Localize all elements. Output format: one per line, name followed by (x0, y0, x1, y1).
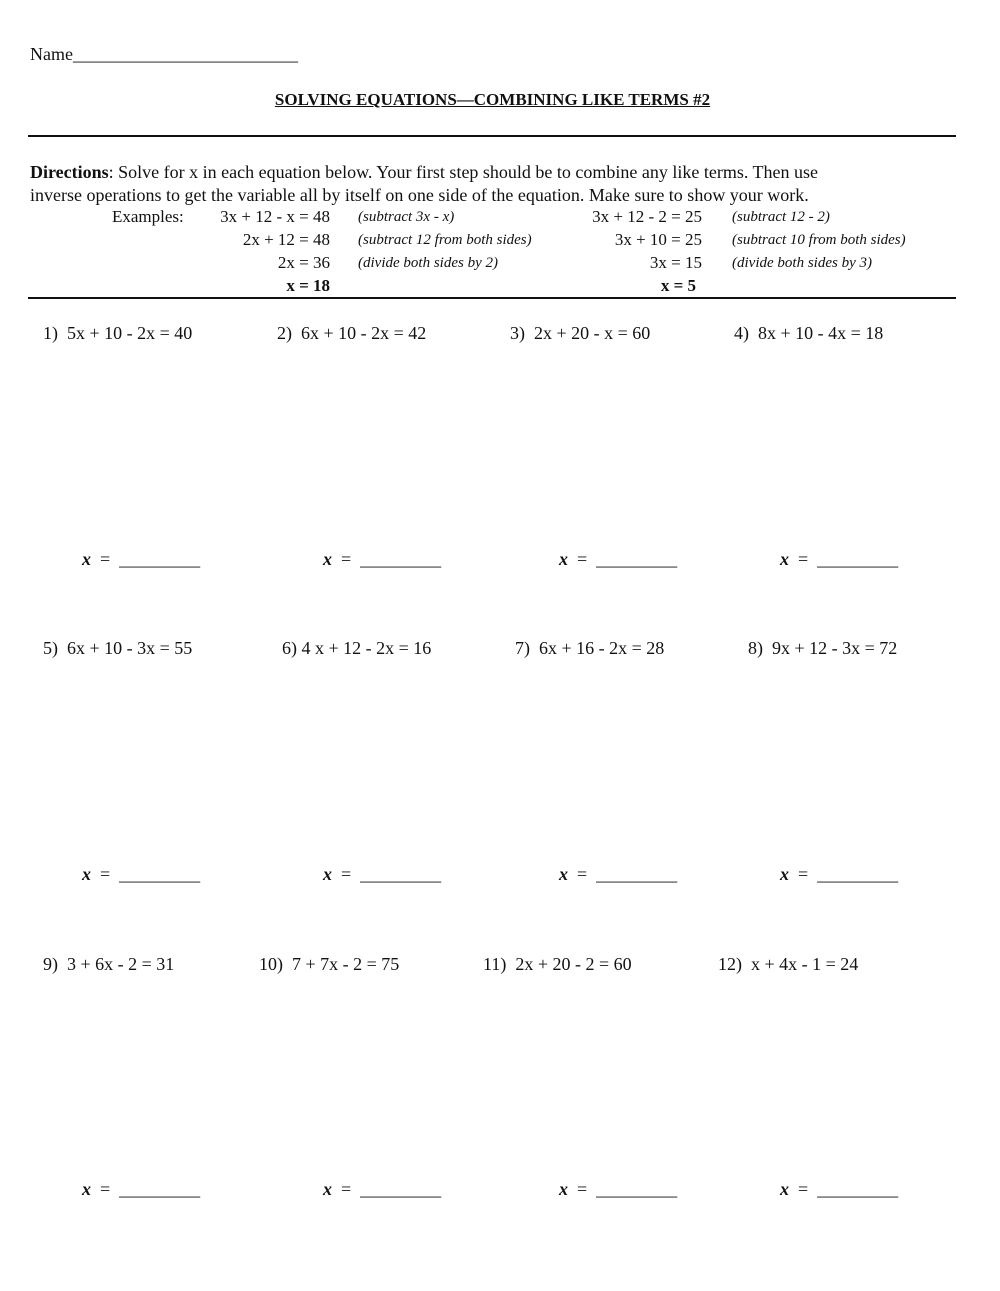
problem-7 (515, 638, 664, 659)
example-right-step-2: 3x + 10 = 25 (614, 230, 702, 249)
problem-12 (718, 954, 858, 975)
problem-number: 12) (718, 954, 742, 974)
example-left-note-1: (subtract 3x - x) (358, 209, 455, 225)
directions-label: Directions (30, 162, 109, 182)
answer-blank[interactable]: _________ (817, 1179, 899, 1199)
page-title: SOLVING EQUATIONS—COMBINING LIKE TERMS #2 (274, 90, 711, 109)
problem-9 (43, 954, 174, 975)
directions-line-1 (30, 161, 818, 184)
problem-number: 8) (748, 638, 763, 658)
problem-equation: x + 4x - 1 = 24 (751, 954, 859, 974)
problem-number: 9) (43, 954, 58, 974)
example-right-answer: x = 5 (660, 276, 696, 295)
directions-text-1: : Solve for x in each equation below. Your first step should be to combine any like terms. Then use (108, 162, 819, 182)
answer-blank[interactable]: _________ (360, 1179, 442, 1199)
top-divider (28, 135, 956, 137)
problem-1 (43, 323, 192, 344)
answer-blank[interactable]: _________ (119, 549, 201, 569)
example-left-step-2: 2x + 12 = 48 (242, 230, 330, 249)
name-label: Name (30, 44, 73, 64)
problem-number: 4) (734, 323, 749, 343)
problem-equation: 3 + 6x - 2 = 31 (67, 954, 175, 974)
problem-number: 5) (43, 638, 58, 658)
answer-11[interactable]: x = _________ (559, 1179, 678, 1199)
problem-equation: 6x + 10 - 3x = 55 (67, 638, 193, 658)
name-row (30, 44, 298, 65)
problem-3 (510, 323, 650, 344)
problem-5 (43, 638, 192, 659)
example-right-note-2: (subtract 10 from both sides) (732, 232, 906, 248)
example-left-answer: x = 18 (286, 276, 330, 295)
examples-label: Examples: (112, 207, 184, 226)
answer-blank[interactable]: _________ (596, 549, 678, 569)
answer-3[interactable]: x = _________ (559, 549, 678, 569)
example-right-note-1: (subtract 12 - 2) (732, 209, 830, 225)
answer-blank[interactable]: _________ (817, 549, 899, 569)
problem-number: 1) (43, 323, 58, 343)
problem-equation: 6x + 10 - 2x = 42 (301, 323, 427, 343)
problem-6 (282, 638, 431, 659)
answer-12[interactable]: x = _________ (780, 1179, 899, 1199)
answer-blank[interactable]: _________ (119, 864, 201, 884)
answer-7[interactable]: x = _________ (559, 864, 678, 884)
problem-4 (734, 323, 883, 344)
answer-blank[interactable]: _________ (360, 549, 442, 569)
problem-number: 7) (515, 638, 530, 658)
name-blank[interactable]: _________________________ (72, 44, 298, 64)
problem-number: 11) (483, 954, 507, 974)
problem-number: 6) (282, 638, 297, 658)
problem-2 (277, 323, 426, 344)
example-right-note-3: (divide both sides by 3) (732, 255, 872, 271)
answer-2[interactable]: x = _________ (323, 549, 442, 569)
problem-11 (483, 954, 632, 975)
example-right-step-1: 3x + 12 - 2 = 25 (592, 207, 702, 226)
problem-number: 10) (259, 954, 283, 974)
example-left-note-2: (subtract 12 from both sides) (358, 232, 532, 248)
answer-blank[interactable]: _________ (119, 1179, 201, 1199)
answer-8[interactable]: x = _________ (780, 864, 899, 884)
problem-equation: 9x + 12 - 3x = 72 (772, 638, 898, 658)
answer-blank[interactable]: _________ (360, 864, 442, 884)
directions (30, 161, 818, 207)
answer-4[interactable]: x = _________ (780, 549, 899, 569)
answer-6[interactable]: x = _________ (323, 864, 442, 884)
problem-8 (748, 638, 897, 659)
example-left-step-3: 2x = 36 (277, 253, 330, 272)
example-right-step-3: 3x = 15 (649, 253, 702, 272)
problem-equation: 4 x + 12 - 2x = 16 (301, 638, 432, 658)
problem-number: 3) (510, 323, 525, 343)
problem-equation: 2x + 20 - x = 60 (534, 323, 651, 343)
problem-equation: 5x + 10 - 2x = 40 (67, 323, 193, 343)
answer-9[interactable]: x = _________ (82, 1179, 201, 1199)
problem-equation: 6x + 16 - 2x = 28 (539, 638, 665, 658)
examples-divider (28, 297, 956, 299)
problem-equation: 2x + 20 - 2 = 60 (515, 954, 632, 974)
example-left-note-3: (divide both sides by 2) (358, 255, 498, 271)
answer-10[interactable]: x = _________ (323, 1179, 442, 1199)
answer-blank[interactable]: _________ (596, 864, 678, 884)
example-left-step-1: 3x + 12 - x = 48 (220, 207, 330, 226)
problem-equation: 8x + 10 - 4x = 18 (758, 323, 884, 343)
directions-line-2: inverse operations to get the variable all by itself on one side of the equation. Make sure to show your work. (30, 185, 809, 205)
answer-1[interactable]: x = _________ (82, 549, 201, 569)
problem-number: 2) (277, 323, 292, 343)
answer-5[interactable]: x = _________ (82, 864, 201, 884)
answer-blank[interactable]: _________ (596, 1179, 678, 1199)
problem-equation: 7 + 7x - 2 = 75 (292, 954, 400, 974)
answer-blank[interactable]: _________ (817, 864, 899, 884)
problem-10 (259, 954, 399, 975)
